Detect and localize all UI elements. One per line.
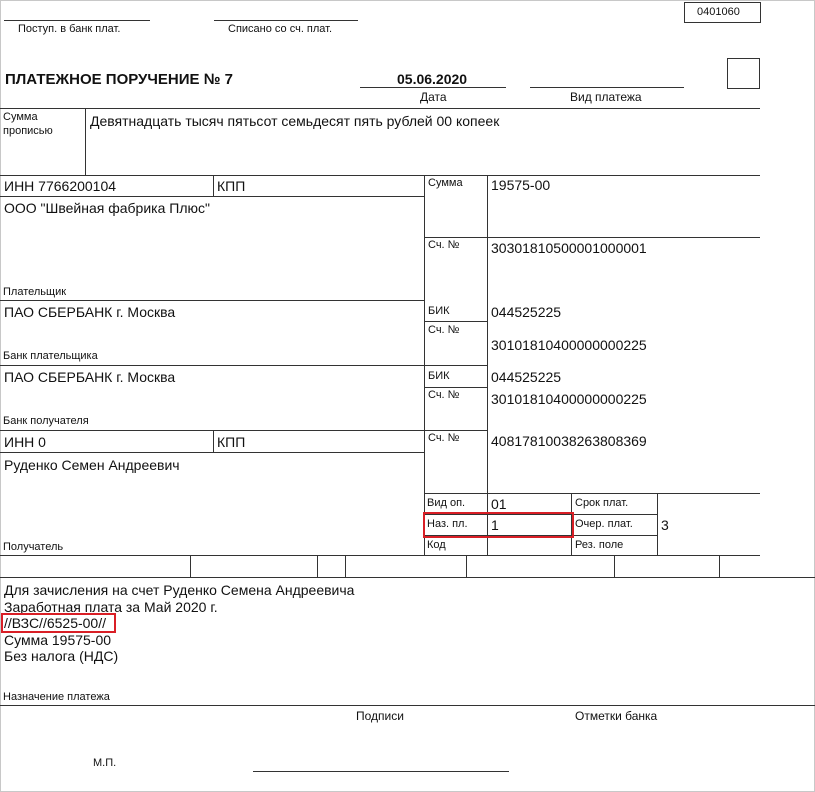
amount-value: 19575-00 [491, 177, 551, 193]
divider-amount-top [0, 108, 760, 109]
recipient-account-value: 40817810038263808369 [491, 433, 647, 449]
tax-cell-div-6 [719, 555, 720, 577]
recipient-kpp-label: КПП [217, 434, 246, 450]
purpose-code-line-highlight [1, 613, 116, 633]
signature-line [253, 771, 509, 772]
payer-bik-value: 044525225 [491, 304, 562, 320]
date-value: 05.06.2020 [397, 71, 468, 87]
payer-corr-account-label: Сч. № [428, 324, 460, 336]
recipient-name: Руденко Семен Андреевич [4, 457, 180, 473]
payer-kpp-label: КПП [217, 178, 246, 194]
divider-recipient-bank-top [0, 365, 487, 366]
purpose-code-label: Наз. пл. [427, 518, 468, 530]
date-label: Дата [420, 90, 447, 104]
payer-inn-row-bottom [0, 196, 424, 197]
purpose-line-4: Сумма 19575-00 [4, 631, 112, 648]
purpose-line-3: //ВЗС//6525-00// [4, 615, 106, 632]
tax-cell-div-3 [345, 555, 346, 577]
recipient-label: Получатель [3, 541, 64, 553]
purpose-label: Назначение платежа [3, 691, 110, 703]
bank-received-line [4, 20, 150, 21]
stamp-label: М.П. [93, 757, 117, 769]
payer-account-value: 30301810500001000001 [491, 240, 647, 256]
recipient-bank-label: Банк получателя [3, 415, 89, 427]
debited-line [214, 20, 358, 21]
date-line [360, 87, 506, 88]
bank-received-label: Поступ. в банк плат. [18, 23, 121, 35]
recipient-bik-row-bottom [424, 387, 487, 388]
recipient-bank-name: ПАО СБЕРБАНК г. Москва [4, 369, 176, 385]
amount-row-bottom-left [424, 237, 487, 238]
payment-term-label: Срок плат. [575, 497, 629, 509]
payer-bank-name: ПАО СБЕРБАНК г. Москва [4, 304, 176, 320]
payer-label: Плательщик [3, 286, 67, 298]
purpose-line-1: Для зачисления на счет Руденко Семена Андреевича [4, 582, 355, 598]
recipient-corr-account-value: 30101810400000000225 [491, 391, 647, 407]
recipient-inn: ИНН 0 [4, 434, 46, 450]
op-grid-right-divider [657, 493, 658, 555]
purpose-line-2: Заработная плата за Май 2020 г. [4, 598, 218, 615]
priority-value: 3 [661, 517, 669, 533]
payment-type-line [530, 87, 684, 88]
recipient-corr-account-label: Сч. № [428, 389, 460, 401]
purpose-code-highlight [423, 512, 574, 538]
tax-cell-div-5 [614, 555, 615, 577]
purpose-line-5: Без налога (НДС) [4, 648, 119, 665]
tax-row-top [0, 555, 760, 556]
amount-words-label-1: Сумма [3, 111, 38, 123]
purpose-code-value: 1 [491, 517, 499, 533]
payer-inn: ИНН 7766200104 [4, 178, 117, 194]
divider-recipient-top [0, 430, 487, 431]
payer-bik-row-bottom [424, 321, 487, 322]
payer-bik-label: БИК [428, 305, 450, 317]
amount-row-bottom-right [487, 237, 760, 238]
recipient-inn-kpp-divider [213, 430, 214, 452]
payer-corr-account-value: 30101810400000000225 [491, 337, 647, 353]
form-code-box [684, 2, 761, 23]
payer-account-label: Сч. № [428, 239, 460, 251]
reserve-label: Рез. поле [575, 539, 624, 551]
payment-type-label: Вид платежа [570, 90, 642, 104]
amount-label: Сумма [428, 177, 463, 189]
divider-payer-top [0, 175, 760, 176]
debited-label: Списано со сч. плат. [228, 23, 333, 35]
tax-cell-div-1 [190, 555, 191, 577]
op-type-value: 01 [491, 496, 507, 512]
recipient-account-label: Сч. № [428, 432, 460, 444]
code-label: Код [427, 539, 446, 551]
recipient-inn-row-bottom [0, 452, 424, 453]
recipient-bik-value: 044525225 [491, 369, 562, 385]
amount-words-divider [85, 108, 86, 175]
divider-payer-bank-top [0, 300, 424, 301]
recipient-bik-label: БИК [428, 370, 450, 382]
payer-inn-kpp-divider [213, 175, 214, 196]
tax-cell-div-4 [466, 555, 467, 577]
bank-marks-label: Отметки банка [575, 709, 658, 723]
payment-type-box [727, 58, 760, 89]
tax-cell-div-2 [317, 555, 318, 577]
signatures-label: Подписи [356, 709, 404, 723]
amount-words-value: Девятнадцать тысяч пятьсот семьдесят пять рублей 00 копеек [90, 113, 500, 129]
op-type-label: Вид оп. [427, 497, 466, 509]
tax-row-bottom [0, 577, 815, 578]
label-value-divider [487, 175, 488, 555]
amount-words-label-2: прописью [3, 125, 53, 137]
purpose-bottom-line [0, 705, 815, 706]
op-grid-top [424, 493, 760, 494]
priority-label: Очер. плат. [575, 518, 633, 530]
left-right-divider [424, 175, 425, 555]
payer-name: ООО "Швейная фабрика Плюс" [4, 200, 210, 216]
page-title: ПЛАТЕЖНОЕ ПОРУЧЕНИЕ № 7 [5, 71, 233, 88]
form-code: 0401060 [697, 6, 740, 18]
payer-bank-label: Банк плательщика [3, 350, 98, 362]
